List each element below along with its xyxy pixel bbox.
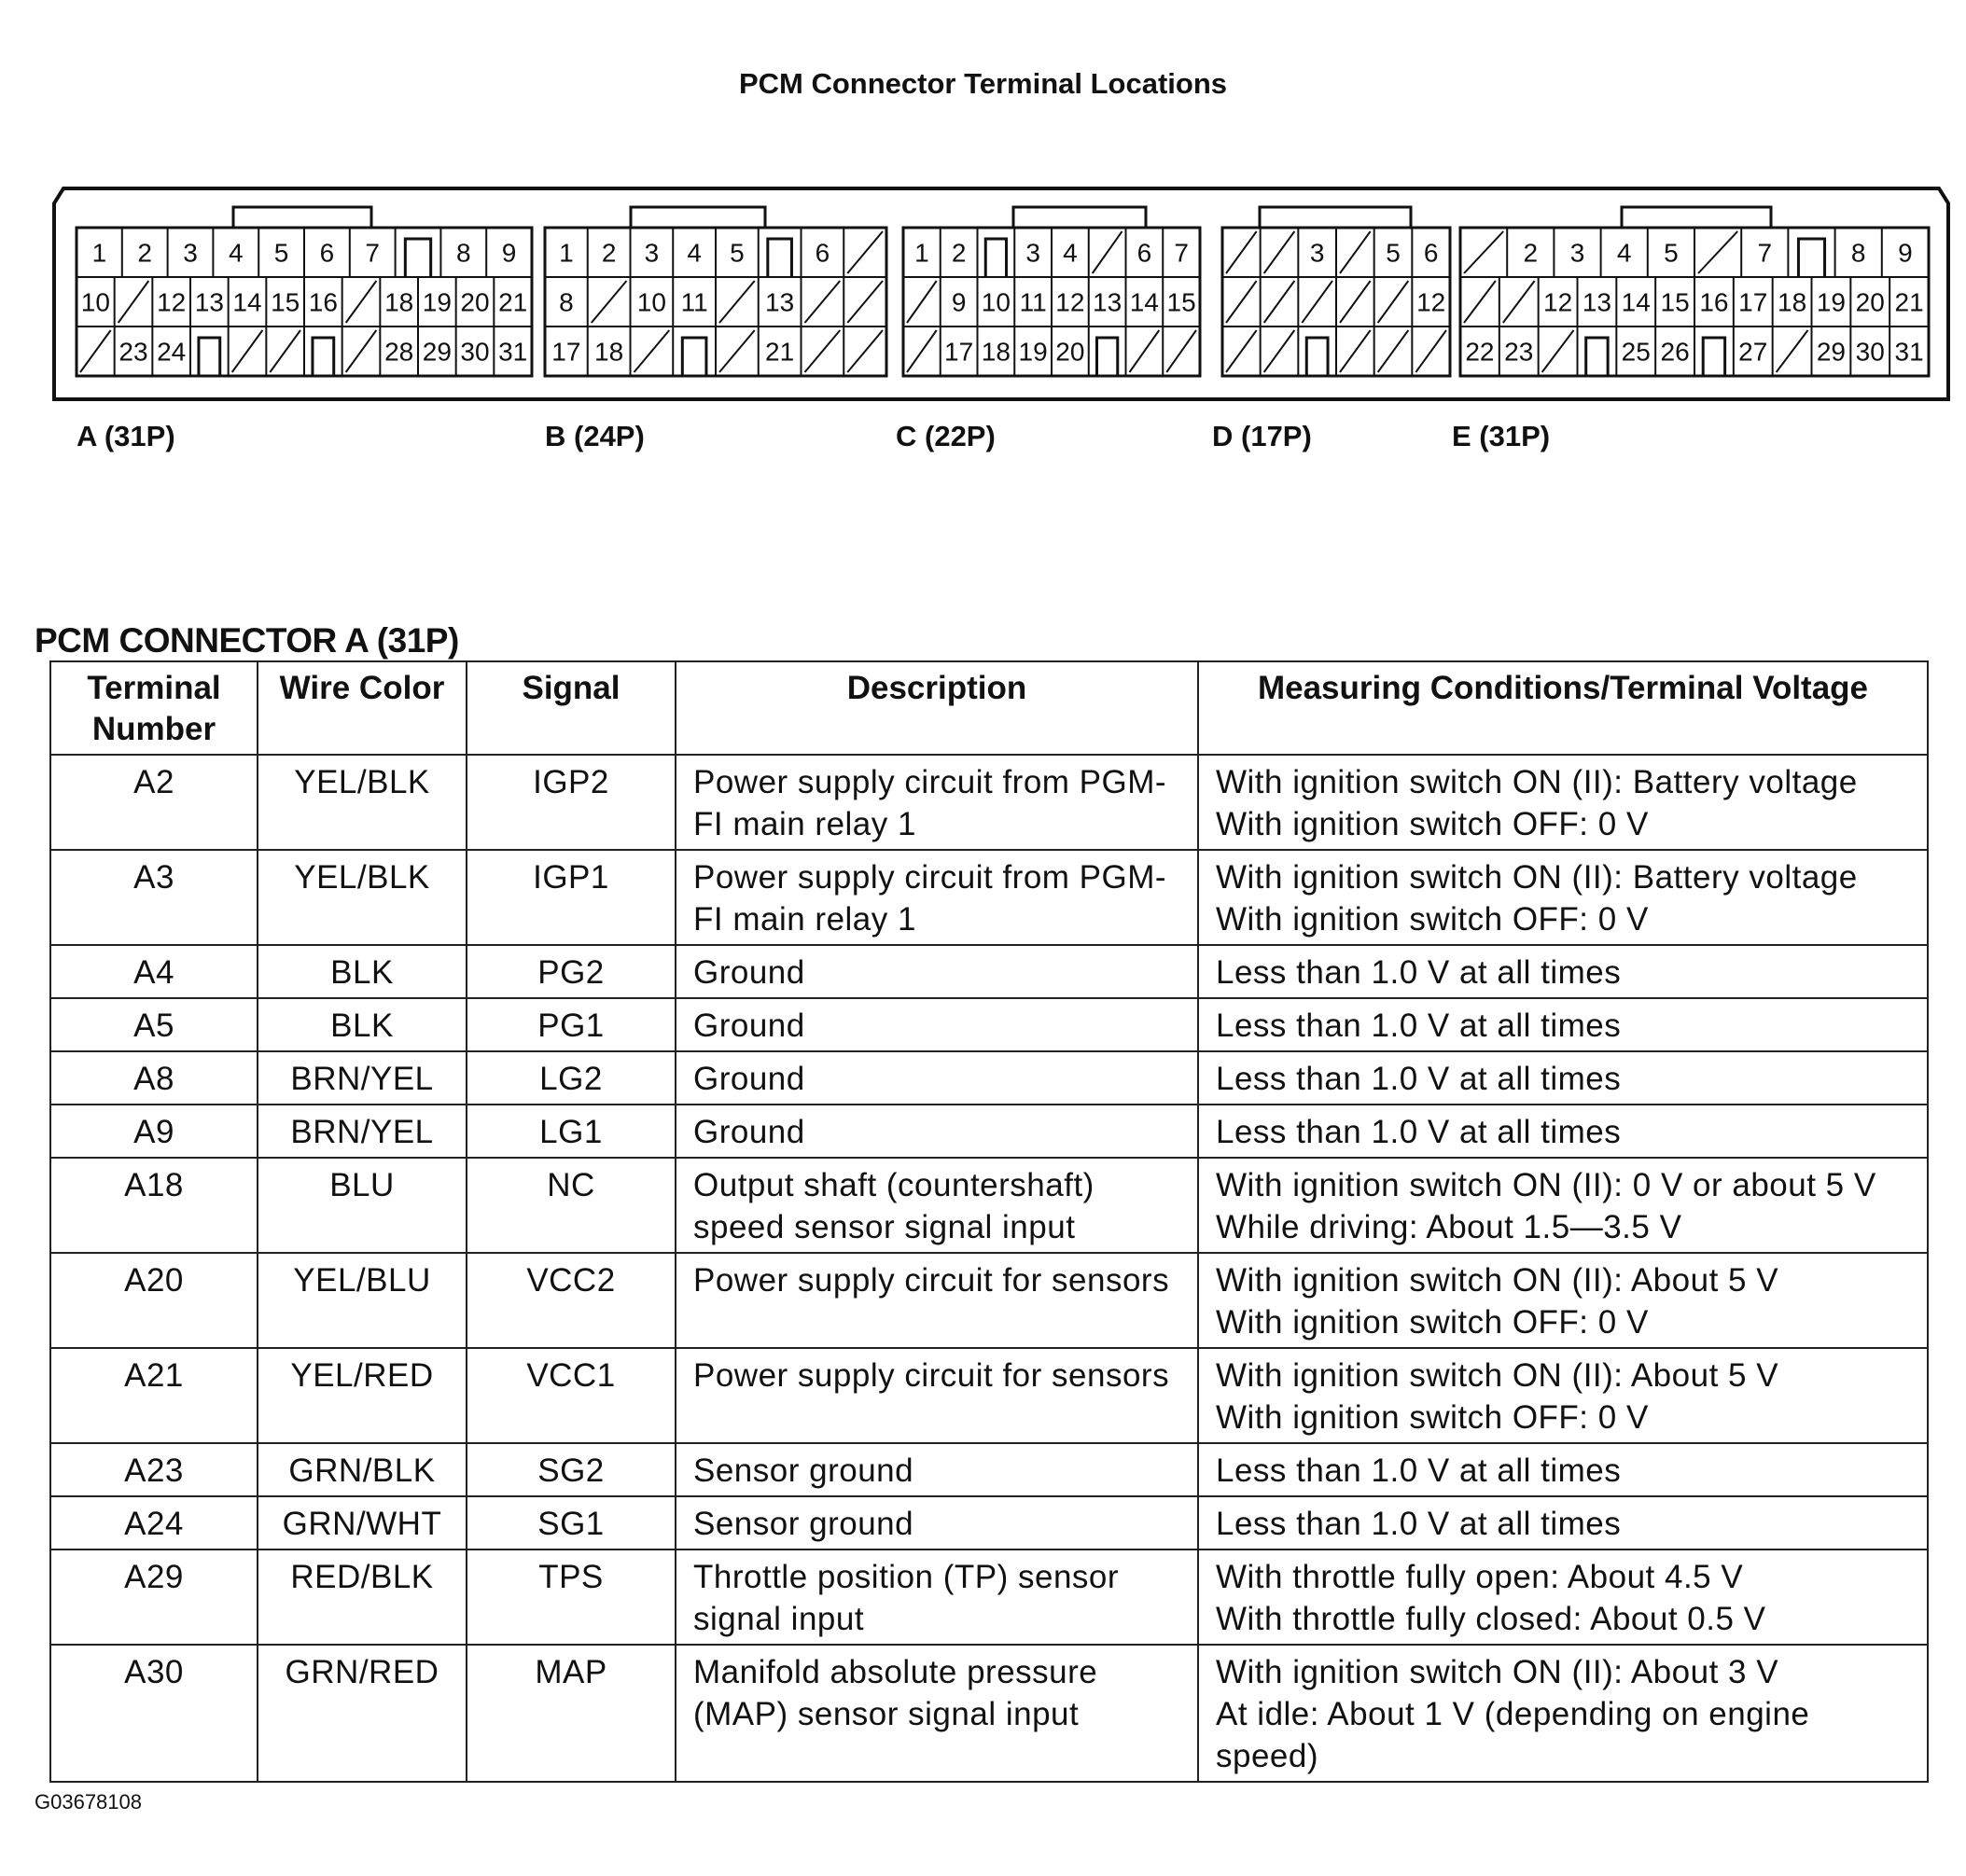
pin-number: 6 (1423, 238, 1439, 268)
condition-line: Less than 1.0 V at all times (1216, 954, 1622, 991)
pin-number: 27 (1738, 337, 1768, 367)
pin-number: 21 (765, 337, 795, 367)
description-cell: Ground (676, 998, 1198, 1051)
pin-number: 4 (1616, 238, 1632, 268)
conditions-cell (1198, 998, 1928, 1051)
pin-number: 12 (1055, 287, 1085, 317)
description-cell: Ground (676, 1051, 1198, 1105)
key-notch (985, 239, 1006, 277)
table-row (50, 1105, 1928, 1158)
unused-pin-slash (1340, 281, 1371, 323)
condition-line: Less than 1.0 V at all times (1216, 1061, 1622, 1097)
key-notch (1096, 338, 1117, 376)
condition-line: With ignition switch ON (II): 0 V or about 5 V (1216, 1167, 1876, 1203)
pin-number: 15 (1166, 287, 1196, 317)
pin-number: 13 (1582, 287, 1611, 317)
terminal-cell: A3 (50, 850, 258, 945)
unused-pin-slash (1378, 330, 1409, 372)
unused-pin-slash (1226, 231, 1257, 273)
signal-cell: LG2 (467, 1051, 676, 1105)
table-row (50, 850, 1928, 945)
condition-line: Less than 1.0 V at all times (1216, 1452, 1622, 1489)
conditions-cell (1198, 1443, 1928, 1496)
unused-pin-slash (1464, 231, 1503, 273)
unused-pin-slash (1464, 281, 1496, 323)
unused-pin-slash (232, 330, 263, 372)
pin-number: 12 (157, 287, 187, 317)
unused-pin-slash (847, 231, 883, 273)
unused-pin-slash (1166, 330, 1196, 372)
pin-number: 20 (1055, 337, 1085, 367)
conditions-cell (1198, 1549, 1928, 1645)
pin-number: 29 (422, 337, 452, 367)
pin-number: 18 (384, 287, 414, 317)
table-row (50, 755, 1928, 850)
key-notch (1798, 239, 1824, 277)
unused-pin-slash (1302, 281, 1332, 323)
unused-pin-slash (1226, 281, 1257, 323)
pin-number: 30 (1855, 337, 1885, 367)
unused-pin-slash (1698, 231, 1737, 273)
pin-number: 19 (1018, 337, 1048, 367)
pin-number: 4 (687, 238, 702, 268)
condition-line: With ignition switch ON (II): About 5 V (1216, 1262, 1779, 1299)
description-cell: Ground (676, 945, 1198, 998)
pin-number: 2 (137, 238, 152, 268)
wire-color-cell: BLK (258, 945, 467, 998)
unused-pin-slash (719, 330, 755, 372)
terminal-cell: A5 (50, 998, 258, 1051)
unused-pin-slash (592, 281, 627, 323)
unused-pin-slash (80, 330, 111, 372)
pin-number: 18 (981, 337, 1011, 367)
condition-line: With ignition switch OFF: 0 V (1216, 1399, 1649, 1436)
pin-number: 9 (951, 287, 967, 317)
key-notch (199, 338, 220, 376)
description-cell: Manifold absolute pressure (MAP) sensor signal input (676, 1645, 1198, 1782)
pin-number: 16 (308, 287, 338, 317)
unused-pin-slash (719, 281, 755, 323)
pin-number: 6 (815, 238, 830, 268)
connector-label-e: E (31P) (1452, 420, 1551, 452)
pin-number: 30 (460, 337, 490, 367)
pin-number: 3 (183, 238, 198, 268)
condition-line: With throttle fully open: About 4.5 V (1216, 1559, 1744, 1595)
terminal-cell: A18 (50, 1158, 258, 1253)
page-title: PCM Connector Terminal Locations (738, 67, 1228, 100)
wire-color-cell: BRN/YEL (258, 1051, 467, 1105)
condition-line: With throttle fully closed: About 0.5 V (1216, 1601, 1766, 1637)
pin-number: 1 (914, 238, 929, 268)
unused-pin-slash (907, 281, 937, 323)
pin-number: 4 (229, 238, 244, 268)
pin-number: 7 (1174, 238, 1189, 268)
unused-pin-slash (805, 330, 841, 372)
signal-cell: MAP (467, 1645, 676, 1782)
unused-pin-slash (1264, 231, 1295, 273)
description-cell: Output shaft (countershaft) speed sensor signal input (676, 1158, 1198, 1253)
signal-cell: SG2 (467, 1443, 676, 1496)
pin-number: 19 (422, 287, 452, 317)
pin-number: 22 (1465, 337, 1495, 367)
pin-number: 3 (1309, 238, 1325, 268)
pin-number: 14 (1129, 287, 1159, 317)
wire-color-cell: BRN/YEL (258, 1105, 467, 1158)
conditions-cell (1198, 1105, 1928, 1158)
pin-number: 15 (1660, 287, 1690, 317)
header-measuring-conditions: Measuring Conditions/Terminal Voltage (1198, 661, 1928, 755)
conditions-cell (1198, 1645, 1928, 1782)
unused-pin-slash (1340, 330, 1371, 372)
description-cell: Throttle position (TP) sensor signal input (676, 1549, 1198, 1645)
pin-number: 5 (1664, 238, 1679, 268)
condition-line: With ignition switch OFF: 0 V (1216, 1304, 1649, 1341)
wire-color-cell: BLK (258, 998, 467, 1051)
table-row (50, 998, 1928, 1051)
signal-cell: PG1 (467, 998, 676, 1051)
conditions-cell (1198, 1348, 1928, 1443)
condition-line: With ignition switch ON (II): About 3 V (1216, 1654, 1779, 1690)
pin-number: 8 (1850, 238, 1866, 268)
header-description: Description (676, 661, 1198, 755)
pin-number: 6 (319, 238, 335, 268)
wire-color-cell: GRN/RED (258, 1645, 467, 1782)
pin-number: 3 (1025, 238, 1040, 268)
header-wire-color: Wire Color (258, 661, 467, 755)
wire-color-cell: GRN/BLK (258, 1443, 467, 1496)
pin-number: 2 (951, 238, 967, 268)
pin-number: 17 (551, 337, 581, 367)
signal-cell: VCC1 (467, 1348, 676, 1443)
connector-label-a: A (31P) (77, 420, 175, 452)
unused-pin-slash (1542, 330, 1574, 372)
pin-number: 14 (232, 287, 262, 317)
condition-line: While driving: About 1.5—3.5 V (1216, 1209, 1682, 1245)
wire-color-cell: GRN/WHT (258, 1496, 467, 1549)
signal-cell: SG1 (467, 1496, 676, 1549)
signal-cell: IGP2 (467, 755, 676, 850)
signal-cell: PG2 (467, 945, 676, 998)
table-row (50, 1253, 1928, 1348)
terminal-cell: A30 (50, 1645, 258, 1782)
pin-number: 13 (1093, 287, 1122, 317)
terminal-cell: A8 (50, 1051, 258, 1105)
terminal-cell: A21 (50, 1348, 258, 1443)
pin-number: 1 (91, 238, 107, 268)
table-row (50, 1496, 1928, 1549)
unused-pin-slash (1264, 330, 1295, 372)
condition-line: Less than 1.0 V at all times (1216, 1114, 1622, 1150)
pin-number: 7 (1757, 238, 1773, 268)
terminal-cell: A2 (50, 755, 258, 850)
wire-color-cell: YEL/BLK (258, 755, 467, 850)
unused-pin-slash (346, 330, 377, 372)
unused-pin-slash (1503, 281, 1535, 323)
pin-number: 29 (1816, 337, 1846, 367)
condition-line: At idle: About 1 V (depending on engine speed) (1216, 1696, 1810, 1774)
key-notch (1586, 338, 1608, 376)
unused-pin-slash (907, 330, 937, 372)
pin-number: 5 (730, 238, 745, 268)
pin-number: 9 (1898, 238, 1913, 268)
signal-cell: IGP1 (467, 850, 676, 945)
condition-line: With ignition switch ON (II): Battery voltage (1216, 764, 1858, 800)
condition-line: With ignition switch OFF: 0 V (1216, 806, 1649, 842)
pin-number: 15 (271, 287, 300, 317)
pin-number: 9 (501, 238, 517, 268)
pin-number: 25 (1621, 337, 1651, 367)
wire-color-cell: YEL/BLU (258, 1253, 467, 1348)
terminal-cell: A24 (50, 1496, 258, 1549)
pin-number: 10 (981, 287, 1011, 317)
unused-pin-slash (634, 330, 670, 372)
wire-color-cell: YEL/RED (258, 1348, 467, 1443)
unused-pin-slash (270, 330, 300, 372)
pin-number: 31 (498, 337, 528, 367)
pin-number: 17 (944, 337, 974, 367)
wire-color-cell: YEL/BLK (258, 850, 467, 945)
signal-cell: VCC2 (467, 1253, 676, 1348)
figure-id: G03678108 (35, 1790, 142, 1813)
table-row (50, 945, 1928, 998)
wire-color-cell: RED/BLK (258, 1549, 467, 1645)
connector-b-latch (631, 207, 765, 228)
signal-cell: TPS (467, 1549, 676, 1645)
pin-number: 28 (384, 337, 414, 367)
key-notch (405, 239, 430, 277)
condition-line: With ignition switch ON (II): About 5 V (1216, 1357, 1779, 1394)
pin-number: 13 (194, 287, 224, 317)
pin-number: 2 (601, 238, 617, 268)
pin-number: 5 (273, 238, 289, 268)
pin-number: 6 (1136, 238, 1152, 268)
description-cell: Sensor ground (676, 1443, 1198, 1496)
connector-label-b: B (24P) (545, 420, 645, 452)
key-notch (313, 338, 334, 376)
description-cell: Power supply circuit for sensors (676, 1253, 1198, 1348)
unused-pin-slash (1777, 330, 1808, 372)
conditions-cell (1198, 850, 1928, 945)
pin-number: 5 (1386, 238, 1401, 268)
connector-a-latch (233, 207, 371, 228)
description-cell: Power supply circuit for sensors (676, 1348, 1198, 1443)
section-heading: PCM CONNECTOR A (31P) (35, 621, 459, 660)
header-signal: Signal (467, 661, 676, 755)
terminal-cell: A9 (50, 1105, 258, 1158)
unused-pin-slash (1264, 281, 1295, 323)
unused-pin-slash (805, 281, 841, 323)
conditions-cell (1198, 1253, 1928, 1348)
key-notch (768, 239, 792, 277)
description-cell: Sensor ground (676, 1496, 1198, 1549)
table-row (50, 1443, 1928, 1496)
table-header-row (50, 661, 1928, 755)
unused-pin-slash (847, 330, 883, 372)
terminal-cell: A4 (50, 945, 258, 998)
signal-cell: NC (467, 1158, 676, 1253)
table-row (50, 1348, 1928, 1443)
terminal-cell: A20 (50, 1253, 258, 1348)
key-notch (682, 338, 706, 376)
header-terminal-number: Terminal Number (50, 661, 258, 755)
unused-pin-slash (1378, 281, 1409, 323)
pin-number: 4 (1063, 238, 1078, 268)
pin-number: 19 (1816, 287, 1846, 317)
terminal-cell: A29 (50, 1549, 258, 1645)
pin-number: 14 (1621, 287, 1651, 317)
unused-pin-slash (1093, 231, 1122, 273)
pin-number: 2 (1523, 238, 1539, 268)
description-cell: Power supply circuit from PGM-FI main relay 1 (676, 755, 1198, 850)
unused-pin-slash (346, 281, 377, 323)
pin-number: 3 (1569, 238, 1585, 268)
description-cell: Ground (676, 1105, 1198, 1158)
pin-number: 3 (644, 238, 660, 268)
pin-number: 20 (1855, 287, 1885, 317)
pin-number: 13 (765, 287, 795, 317)
condition-line: With ignition switch ON (II): Battery voltage (1216, 859, 1858, 896)
pin-number: 8 (456, 238, 471, 268)
pin-number: 18 (594, 337, 624, 367)
conditions-cell (1198, 755, 1928, 850)
pin-number: 10 (636, 287, 666, 317)
table-row (50, 1549, 1928, 1645)
unused-pin-slash (119, 281, 149, 323)
condition-line: Less than 1.0 V at all times (1216, 1506, 1622, 1542)
pin-number: 17 (1738, 287, 1768, 317)
pin-number: 20 (460, 287, 490, 317)
pin-number: 21 (1894, 287, 1924, 317)
pin-number: 7 (365, 238, 380, 268)
description-cell: Power supply circuit from PGM-FI main relay 1 (676, 850, 1198, 945)
signal-cell: LG1 (467, 1105, 676, 1158)
pin-number: 23 (119, 337, 148, 367)
connector-c-latch (1013, 207, 1146, 228)
pin-number: 21 (498, 287, 528, 317)
wire-color-cell: BLU (258, 1158, 467, 1253)
pin-table (49, 660, 1929, 1783)
table-row (50, 1051, 1928, 1105)
unused-pin-slash (1415, 330, 1446, 372)
pin-number: 11 (1019, 287, 1047, 317)
pin-number: 11 (680, 287, 708, 317)
table-row (50, 1645, 1928, 1782)
pin-number: 24 (157, 337, 187, 367)
unused-pin-slash (1130, 330, 1160, 372)
table-row (50, 1158, 1928, 1253)
condition-line: With ignition switch OFF: 0 V (1216, 901, 1649, 938)
pin-number: 31 (1894, 337, 1924, 367)
pin-number: 10 (80, 287, 110, 317)
condition-line: Less than 1.0 V at all times (1216, 1007, 1622, 1044)
pin-table-body (50, 755, 1928, 1782)
unused-pin-slash (847, 281, 883, 323)
connector-label-c: C (22P) (896, 420, 996, 452)
connector-diagram (0, 0, 1966, 438)
pin-number: 8 (559, 287, 574, 317)
unused-pin-slash (1226, 330, 1257, 372)
pin-number: 12 (1416, 287, 1446, 317)
conditions-cell (1198, 1158, 1928, 1253)
key-notch (1703, 338, 1724, 376)
unused-pin-slash (1340, 231, 1371, 273)
pin-number: 26 (1660, 337, 1690, 367)
connector-d-latch (1260, 207, 1411, 228)
connector-e-latch (1622, 207, 1771, 228)
conditions-cell (1198, 1051, 1928, 1105)
pin-number: 1 (559, 238, 574, 268)
pin-number: 12 (1543, 287, 1573, 317)
pin-number: 23 (1504, 337, 1534, 367)
conditions-cell (1198, 1496, 1928, 1549)
terminal-cell: A23 (50, 1443, 258, 1496)
pin-number: 18 (1778, 287, 1807, 317)
connector-label-d: D (17P) (1212, 420, 1312, 452)
pin-number: 16 (1699, 287, 1729, 317)
conditions-cell (1198, 945, 1928, 998)
key-notch (1306, 338, 1328, 376)
